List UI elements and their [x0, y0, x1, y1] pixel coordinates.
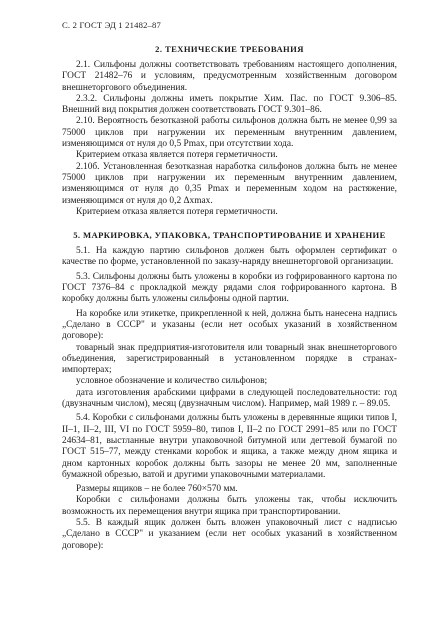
- section-title-marking-packaging: 5. МАРКИРОВКА, УПАКОВКА, ТРАНСПОРТИРОВАНИЕ И ХРАНЕНИЕ: [73, 230, 386, 241]
- paragraph-5-1: 5.1. На каждую партию сильфонов должен быть оформлен сертификат о качестве по форме, установленной по заказу-наряду внешнеторговой организации.: [62, 246, 397, 268]
- paragraph-5-5: 5.5. В каждый ящик должен быть вложен упаковочный лист с надписью „Сделано в СССР" и указанием (если нет особых указаний в хозяйственном договоре):: [62, 517, 397, 551]
- paragraph-box-dimensions: Размеры ящиков – не более 760×570 мм.: [76, 484, 238, 495]
- section-marking-packaging: [62, 246, 397, 552]
- page-header: С. 2 ГОСТ ЭД 1 21482–87: [62, 20, 162, 30]
- section-title-technical-requirements: 2. ТЕХНИЧЕСКИЕ ТРЕБОВАНИЯ: [155, 44, 304, 54]
- paragraph-2-3-2: 2.3.2. Сильфоны должны иметь покрытие Хим. Пас. по ГОСТ 9.306–85. Внешний вид покрытия должен соответствовать ГОСТ 9.301–86.: [62, 93, 397, 116]
- paragraph-label-inscription: На коробке или этикетке, прикрепленной к ней, должна быть нанесена надпись „Сделано в СССР" и указаны (если нет особых указаний в хозяйственном договоре):: [62, 308, 397, 342]
- paragraph-5-4: 5.4. Коробки с сильфонами должны быть уложены в деревянные ящики типов I, II–1, II–2, III, VI по ГОСТ 5959–80, типов I, II–2 по ГОСТ 2991–85 или по ГОСТ 24634–81, выстланные внутри упаковочной битумной или дегтевой бумагой по ГОСТ 515–77, между стенками коробок и ящика, а также между дном ящика и дном картонных коробок должны быть зазоры не менее 20 мм, заполненные бумажной обрезью, ватой и другими упаковочными материалами.: [62, 413, 397, 480]
- paragraph-2-1: 2.1. Сильфоны должны соответствовать требованиям настоящего дополнения, ГОСТ 21482–76 и условиям, предусмотренным хозяйственным договором внешнеторгового объединения.: [62, 60, 397, 93]
- paragraph-5-3: 5.3. Сильфоны должны быть уложены в коробки из гофрированного картона по ГОСТ 7376–84 с прокладкой между рядами слоя гофрированного картона. В коробку должны быть уложены сильфоны одной партии.: [62, 271, 397, 305]
- paragraph-manufacture-date: дата изготовления арабскими цифрами в следующей последовательности: год (двузначным числом), месяц (двузначным числом). Например, май 1989 г. – 89.05.: [62, 387, 397, 410]
- paragraph-2-10: 2.10. Вероятность безотказной работы сильфонов должна быть не менее 0,99 за 75000 циклов при нагружении их переменным внутренним давлением, изменяющимся от нуля до 0,5 Pmax, при отсутствии хода.: [62, 116, 397, 150]
- paragraph-failure-criterion: Критерием отказа является потеря герметичности.: [76, 206, 278, 217]
- paragraph-failure-criterion: Критерием отказа является потеря герметичности.: [76, 150, 278, 161]
- paragraph-2-10b: 2.10б. Установленная безотказная наработка сильфонов должна быть не менее 75000 циклов при нагружении их переменным внутренним давлением, изменяющимся от нуля до 0,35 Pmax и переменным ходом на растяжение, изменяющимся от нуля до 0,2 Δxmax.: [62, 161, 397, 206]
- paragraph-designation: условное обозначение и количество сильфонов;: [76, 376, 268, 387]
- paragraph-box-placement: Коробки с сильфонами должны быть уложены так, чтобы исключить возможность их перемещения внутри ящика при транспортировании.: [62, 495, 397, 517]
- section-technical-requirements: [62, 60, 397, 218]
- paragraph-trademark: товарный знак предприятия-изготовителя или товарный знак внешнеторгового объединения, зарегистрированный в установленном порядке в странах-импортерах;: [62, 342, 397, 376]
